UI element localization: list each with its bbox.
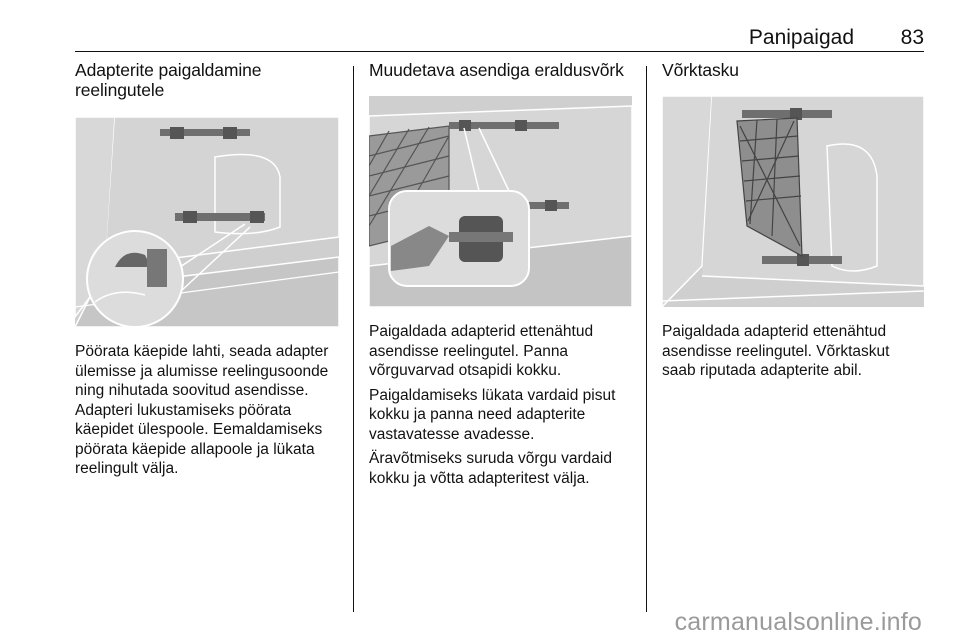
heading-divider-net: Muudetava asendiga eraldusvõrk xyxy=(369,60,624,80)
header-rule xyxy=(75,51,924,52)
text-adapter-install xyxy=(75,342,343,484)
section-title: Panipaigad xyxy=(748,26,854,49)
page-header xyxy=(75,26,924,52)
illustration-divider-net xyxy=(369,96,632,307)
paragraph: Paigaldamiseks lükata vardaid pisut kokku ja panna need adapterite vastavatesse avadesse. xyxy=(369,386,616,443)
column-divider-net xyxy=(369,60,639,80)
paragraph: Paigaldada adapterid ettenähtud asendisse reelingutel. Panna võrguvarvad otsapidi kokku. xyxy=(369,323,594,379)
page-number: 83 xyxy=(900,26,924,49)
watermark: carmanualsonline.info xyxy=(674,608,922,636)
paragraph: Pöörata käepide lahti, seada adapter ülemisse ja alumisse reelingusoonde ning nihutada soovitud asendisse. Adapteri lukustamiseks pöörata käepidet ülespoole. Eemaldamiseks pöörata käepide allapoole ja lükata reelingult välja. xyxy=(75,343,329,477)
paragraph: Äravõtmiseks suruda võrgu vardaid kokku ja võtta adapteritest välja. xyxy=(369,450,612,487)
heading-adapter-install: Adapterite paigaldamine reelingutele xyxy=(75,60,262,100)
text-divider-net xyxy=(369,322,641,493)
column-divider-1 xyxy=(353,66,354,612)
illustration-adapter-on-rail xyxy=(75,117,339,327)
column-net-pocket xyxy=(662,60,928,80)
column-divider-2 xyxy=(646,66,647,612)
paragraph: Paigaldada adapterid ettenähtud asendisse reelingutel. Võrktaskut saab riputada adapterite abil. xyxy=(662,323,890,379)
column-adapter-install xyxy=(75,60,341,100)
heading-net-pocket: Võrktasku xyxy=(662,60,739,80)
text-net-pocket xyxy=(662,322,926,386)
illustration-net-pocket xyxy=(662,96,924,307)
